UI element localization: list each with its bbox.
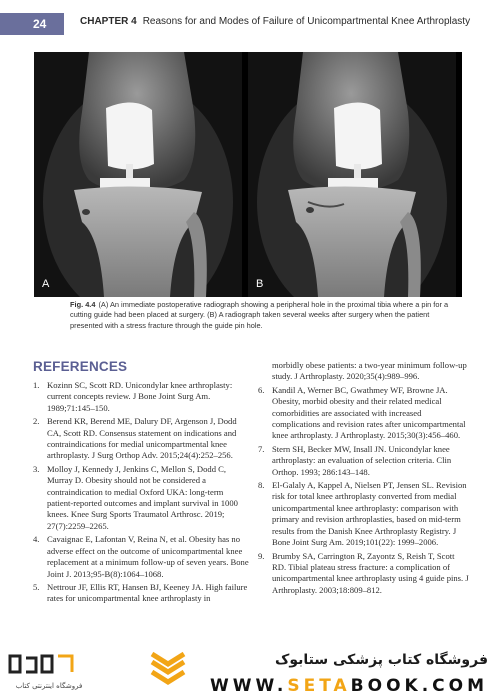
caption-label: Fig. 4.4 [70, 300, 96, 309]
page-number: 24 [0, 13, 64, 35]
reference-continuation: morbidly obese patients: a two-year minimum follow-up study. J Arthroplasty. 2020;35(4):989–996. [272, 360, 467, 382]
radiograph-panel-a [34, 52, 242, 297]
reference-item: 8. El-Galaly A, Kappel A, Nielsen PT, Jensen SL. Revision risk for total knee arthroplasty converted from medial unicompartmental knee arthroplasty: comparison with primary and revision arthroplasties, based on mid-term results from the Danish Knee Arthroplasty Registry. J Bone Joint Surg Am. 2019;101(22): 1999–2006. [258, 480, 467, 548]
knee-radiograph-a-image [34, 52, 242, 297]
figure-caption [70, 300, 460, 331]
radiograph-panel-b [248, 52, 456, 297]
logo-subtitle: فروشگاه اینترنتی کتاب [15, 682, 83, 690]
references-heading: REFERENCES [33, 359, 128, 374]
panel-a-label: A [42, 278, 50, 290]
reference-item: 6. Kandil A, Werner BC, Gwathmey WF, Browne JA. Obesity, morbid obesity and their related medical comorbidities are associated with increased complications and revision rates after unicompartmental knee arthroplasty. J Arthroplasty. 2015;30(3):456–460. [258, 384, 466, 441]
figure-radiographs [34, 52, 462, 297]
chapter-label: CHAPTER 4 [80, 16, 137, 27]
running-title [80, 16, 470, 27]
panel-b-label: B [256, 278, 264, 290]
reference-item: 4. Cavaignac E, Lafontan V, Reina N, et al. Obesity has no adverse effect on the outcome of unicompartmental knee replacement at a minimum follow-up of seven years. Bone Joint J. 2013;95-B(8):1064–1068. [33, 534, 249, 579]
knee-radiograph-b-image [248, 52, 456, 297]
reference-item: 7. Stern SH, Becker MW, Insall JN. Unicondylar knee arthroplasty: an evaluation of selection criteria. Clin Orthop. 1993; 286:143–148. [258, 443, 452, 477]
chapter-title: Reasons for and Modes of Failure of Unicompartmental Knee Arthroplasty [142, 16, 471, 27]
reference-item: 9. Brumby SA, Carrington R, Zayontz S, Reish T, Scott RD. Tibial plateau stress fracture: a complication of unicompartmental knee arthroplasty using 4 guide pins. J Arthroplasty. 2003;18:809–812. [258, 550, 469, 595]
footer-banner [0, 640, 500, 700]
reference-item: 3. Molloy J, Kennedy J, Jenkins C, Mellon S, Dodd C, Murray D. Obesity should not be considered a contraindication to medial Oxford UKA: long-term patient-reported outcomes and implant survival in 1000 knees. Knee Surg Sports Traumatol Arthrosc. 2019; 27(7):2259–2265. [33, 463, 238, 531]
store-title-persian: فروشگاه کتاب پزشکی ستابوک [275, 652, 488, 668]
reference-item: 1. Kozinn SC, Scott RD. Unicondylar knee arthroplasty: current concepts review. J Bone Joint Surg Am. 1989;71:145–150. [33, 380, 233, 413]
reference-item: 5. Nettrour JF, Ellis RT, Hansen BJ, Keeney JA. High failure rates for unicompartmental knee arthroplasty in [33, 581, 248, 604]
store-url[interactable]: WWW.SETABOOK.COM [210, 676, 488, 696]
references-right-column [258, 360, 470, 598]
page-header [0, 0, 500, 46]
setabook-logo-icon [6, 652, 76, 678]
reference-item: 2. Berend KR, Berend ME, Dalury DF, Argenson J, Dodd CA, Scott RD. Consensus statement on indications and contraindications for medial unicompartmental knee arthroplasty. J Surg Orthop Adv. 2015;24(4):252–256. [33, 416, 237, 461]
book-chevron-icon [148, 648, 188, 688]
references-left-column [33, 380, 251, 607]
caption-text: (A) An immediate postoperative radiograph showing a peripheral hole in the proximal tibia where a pin for a cutting guide had been placed at surgery. (B) A radiograph taken several weeks after surgery when the patient presented with a stress fracture through the guide pin hole. [70, 300, 449, 330]
